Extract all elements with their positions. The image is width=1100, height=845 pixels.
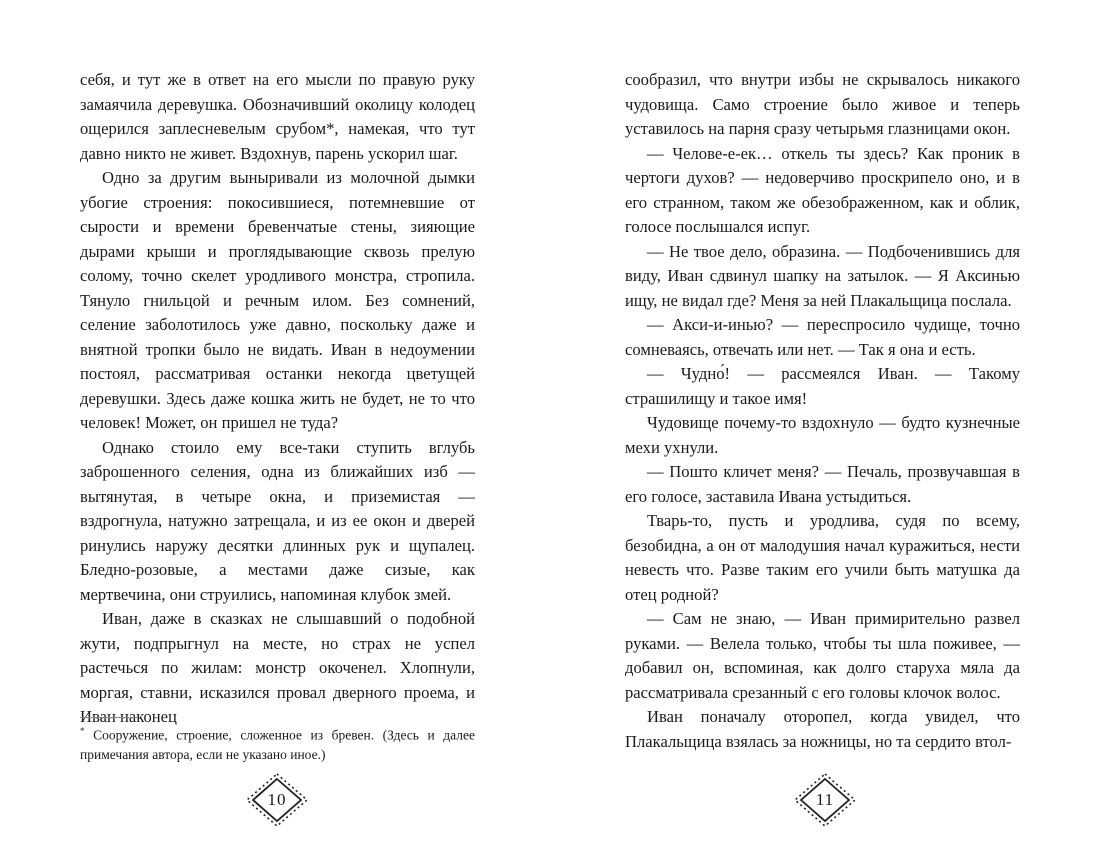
paragraph: — Чудно́! — рассмеялся Иван. — Такому страшилищу и такое имя!	[625, 364, 1020, 408]
paragraph: Одно за другим выныривали из молочной дымки убогие строения: покосившиеся, потемневшие от сырости и времени бревенчатые стены, зияющие дырами крыши и проглядывающие сквозь прелую солому, точно скелет уродливого монстра, стропила. Тянуло гнильцой и речным илом. Без сомнений, селение заболотилось уже давно, поскольку даже и внятной тропки было не видать. Иван в недоумении постоял, рассматривая останки некогда цветущей деревушки. Здесь даже кошка жить не будет, не то что человек! Может, он пришел не туда?	[80, 168, 475, 432]
footnote-mark: *	[80, 726, 85, 736]
paragraph: — Челове-е-ек… откель ты здесь? Как проник в чертоги духов? — недоверчиво проскрипело оно, и в его странном, таком же обезображенном, как и облик, голосе послышался испуг.	[625, 143, 1020, 236]
page-number: 10	[267, 790, 287, 809]
paragraph: — Не твое дело, образина. — Подбоченившись для виду, Иван сдвинул шапку на затылок. — Я Аксинью ищу, не видал где? Меня за ней Плакальщица послала.	[625, 241, 1020, 310]
paragraph: Чудовище почему-то вздохнуло — будто кузнечные мехи ухнули.	[625, 413, 1020, 457]
right-page-text	[625, 68, 1020, 754]
paragraph: — Акси-и-инью? — переспросило чудище, точно сомневаясь, отвечать или нет. — Так я она и есть.	[625, 315, 1020, 359]
paragraph: себя, и тут же в ответ на его мысли по правую руку замаячила деревушка. Обозначивший околицу колодец ощерился заплесневелым срубом*, намекая, что тут давно никто не живет. Вздохнув, парень ускорил шаг.	[80, 70, 475, 163]
paragraph: Тварь-то, пусть и уродлива, судя по всему, безобидна, а он от малодушия начал куражиться, нести невесть что. Разве таким его учили быть матушка да отец родной?	[625, 511, 1020, 604]
paragraph: Иван поначалу оторопел, когда увидел, что Плакальщица взялась за ножницы, но та сердито втол-	[625, 707, 1020, 751]
paragraph: — Пошто кличет меня? — Печаль, прозвучавшая в его голосе, заставила Ивана устыдиться.	[625, 462, 1020, 506]
footnote-text: Сооружение, строение, сложенное из бревен. (Здесь и далее примечания автора, если не указано иное.)	[80, 727, 475, 762]
right-page	[625, 68, 1020, 754]
paragraph: Однако стоило ему все-таки ступить вглубь заброшенного селения, одна из ближайших изб — вытянутая, в четыре окна, и приземистая — вздрогнула, натужно затрещала, и из ее окон и дверей ринулись наружу десятки длинных рук и щупалец. Бледно-розовые, а местами даже сизые, как мертвечина, они струились, напоминая клубок змей.	[80, 437, 475, 604]
page-number: 11	[815, 790, 835, 809]
page-number-ornament-left	[245, 772, 309, 828]
left-page	[80, 68, 475, 730]
paragraph: Иван, даже в сказках не слышавший о подобной жути, подпрыгнул на месте, но страх не успел растечься по жилам: монстр окоченел. Хлопнули, моргая, ставни, исказился провал дверного проема, и Иван наконец	[80, 609, 475, 726]
left-page-text	[80, 68, 475, 730]
paragraph: — Сам не знаю, — Иван примирительно развел руками. — Велела только, чтобы ты шла поживее, — добавил он, вспоминая, как долго старуха мяла да рассматривала срезанный с его головы клочок волос.	[625, 609, 1020, 702]
footnote	[80, 722, 475, 764]
page-number-ornament-right	[793, 772, 857, 828]
paragraph: сообразил, что внутри избы не скрывалось никакого чудовища. Само строение было живое и теперь уставилось на парня сразу четырьмя глазницами окон.	[625, 70, 1020, 138]
footnote-rule	[80, 717, 138, 718]
